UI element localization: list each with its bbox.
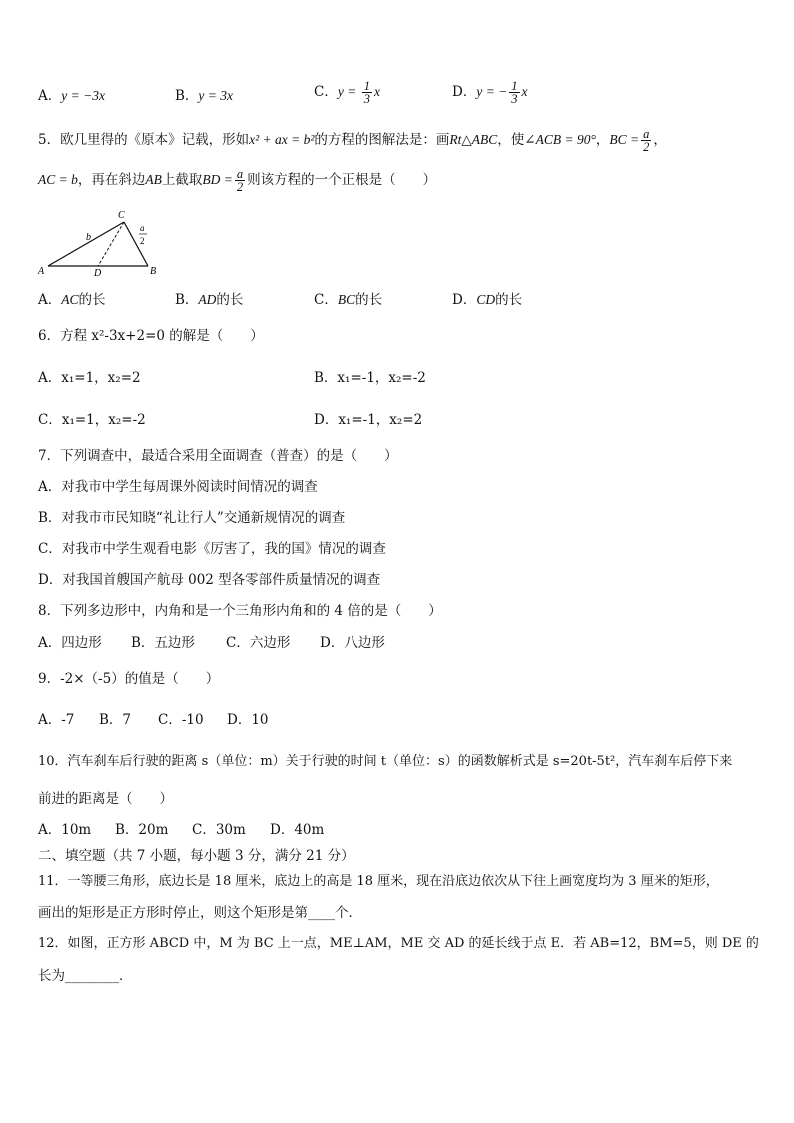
q8-option-a: A．四边形 [38,635,102,651]
label-d: D [94,268,102,278]
q7-option-c: C．对我市中学生观看电影《厉害了，我的国》情况的调查 [38,541,386,557]
q11-line2: 画出的矩形是正方形时停止，则这个矩形是第____个． [38,905,362,921]
q5-triangle-figure [36,208,166,278]
q4-option-d: D．y = − $\frac{1}{3}$ x [452,79,528,106]
q6-option-a: A．x₁=1，x₂=2 [38,370,141,386]
fraction: $\frac{1}{3}$ [363,79,370,106]
q10-option-c: C．30m [192,822,246,838]
q10-option-d: D．40m [270,822,325,838]
label-b: B [150,266,157,277]
label-side-two: 2 [140,236,145,246]
q12-line2: 长为________． [38,968,133,984]
q5-option-b: B．AD的长 [175,292,244,308]
q6-option-c: C．x₁=1，x₂=-2 [38,412,146,428]
q12-line1: 12．如图，正方形 ABCD 中，M 为 BC 上一点，ME⊥AM，ME 交 AD 的延长线于点 E．若 AB=12，BM=5，则 DE 的 [38,936,759,951]
q10-option-a: A．10m [38,822,92,838]
q7-stem: 7．下列调查中，最适合采用全面调查（普查）的是（ ） [38,448,398,464]
q7-option-b: B．对我市市民知晓“礼让行人”交通新规情况的调查 [38,510,346,526]
q8-option-b: B．五边形 [131,635,195,651]
q10-option-b: B．20m [115,822,169,838]
q5-option-c: C．BC的长 [314,292,383,308]
q5-option-a: A．AC的长 [38,292,106,308]
label-a: A [38,266,45,277]
q7-option-a: A．对我市中学生每周课外阅读时间情况的调查 [38,479,318,495]
q9-option-b: B．7 [99,712,132,728]
q6-option-d: D．x₁=-1，x₂=2 [314,412,423,428]
q5-stem-line2: AC = b，再在斜边AB上截取BD = $\frac{a}{2}$ 则该方程的一个正根是（ ） [38,167,437,194]
fraction: $\frac{a}{2}$ [236,167,244,194]
q9-option-c: C．-10 [158,712,204,728]
q4-option-c: C．y = $\frac{1}{3}$ x [314,79,380,106]
q4-option-b: B．y = 3x [175,88,234,104]
q8-option-c: C．六边形 [226,635,291,651]
q8-option-d: D．八边形 [320,635,385,651]
fraction: $\frac{1}{3}$ [511,79,518,106]
q6-option-b: B．x₁=-1，x₂=-2 [314,370,426,386]
q9-option-a: A．-7 [38,712,75,728]
q5-stem-line1: 5．欧几里得的《原本》记载，形如x² + ax = b²的方程的图解法是：画Rt△ABC，使∠ACB = 90°，BC = $\frac{a}{2}$ ， [38,127,667,154]
label-c: C [118,210,125,221]
q7-option-d: D．对我国首艘国产航母 002 型各零部件质量情况的调查 [38,572,381,588]
section-heading-fill-in: 二、填空题（共 7 小题，每小题 3 分，满分 21 分） [38,848,355,864]
q9-option-d: D．10 [227,712,269,728]
fraction: $\frac{a}{2}$ [643,127,650,154]
q6-stem: 6．方程 x²-3x+2=0 的解是（ ） [38,328,264,344]
q11-line1: 11．一等腰三角形，底边长是 18 厘米，底边上的高是 18 厘米，现在沿底边依次从下往上画宽度均为 3 厘米的矩形， [38,874,719,889]
label-side-b: b [86,232,91,243]
q4-option-a: A．y = −3x [38,88,105,104]
q9-stem: 9．-2×（-5）的值是（ ） [38,671,220,687]
side-ac [48,222,124,266]
q10-stem-line1: 10．汽车刹车后行驶的距离 s（单位：m）关于行驶的时间 t（单位：s）的函数解析式是 s=20t-5t²，汽车刹车后停下来 [38,754,733,769]
label-side-a: a [140,223,145,233]
q5-option-d: D．CD的长 [452,292,523,308]
segment-cd [98,222,124,266]
q10-stem-line2: 前进的距离是（ ） [38,791,173,807]
q8-stem: 8．下列多边形中，内角和是一个三角形内角和的 4 倍的是（ ） [38,603,442,619]
